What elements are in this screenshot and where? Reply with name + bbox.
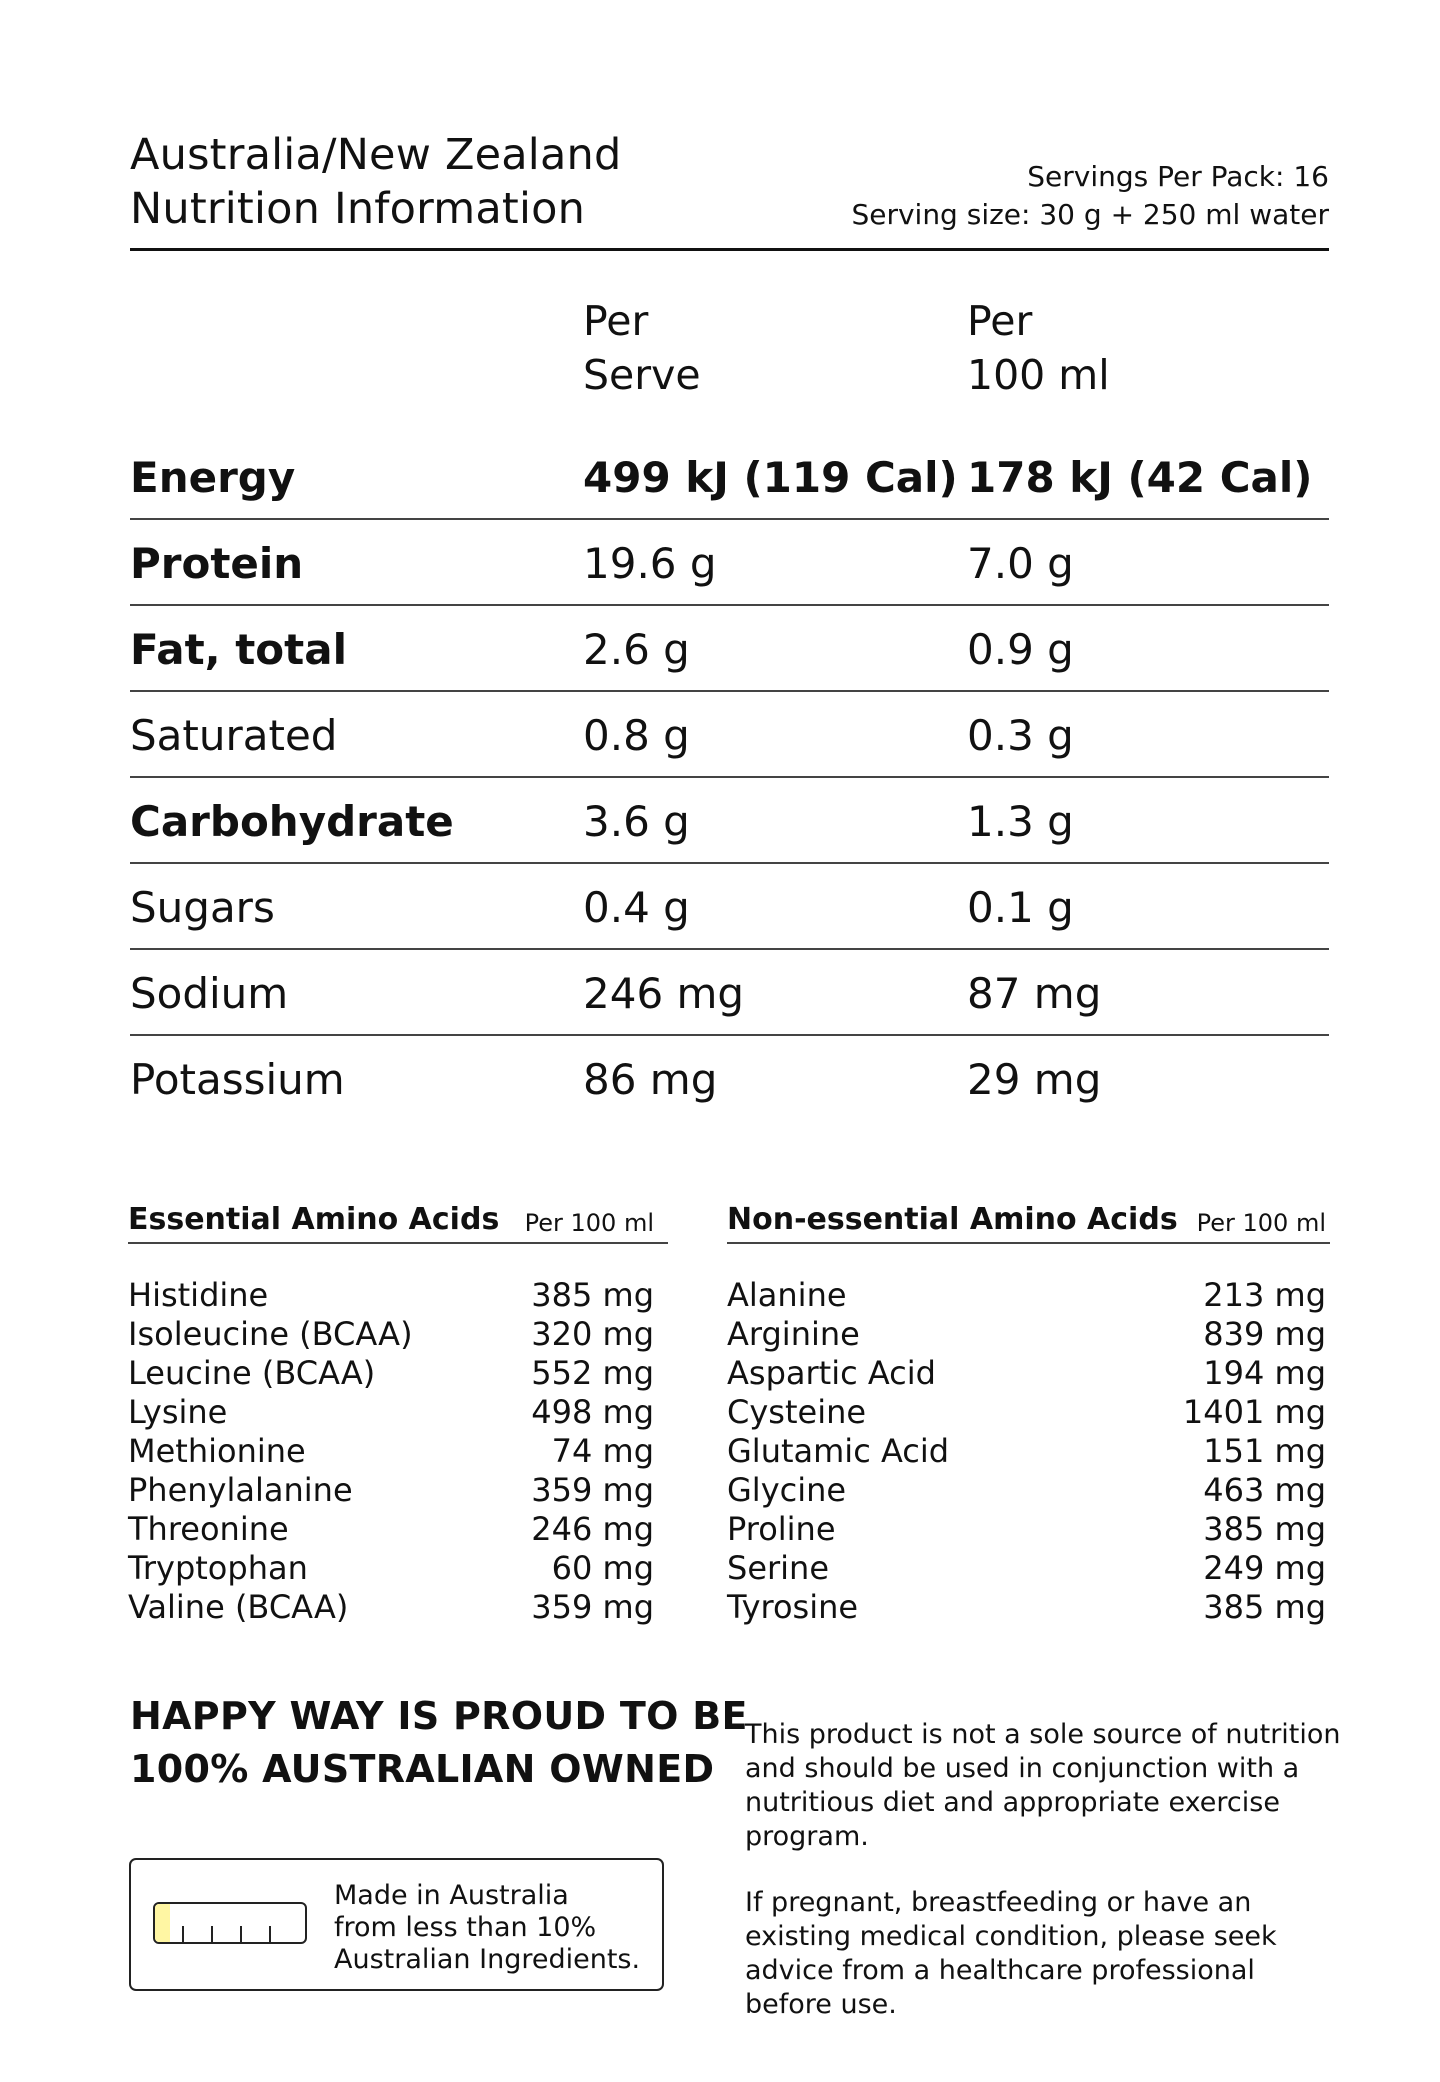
amino-value: 1401 mg	[1182, 1393, 1326, 1431]
amino-value: 385 mg	[531, 1276, 654, 1314]
amino-name: Threonine	[128, 1510, 289, 1548]
amino-name: Tryptophan	[128, 1549, 308, 1587]
amino-name: Valine (BCAA)	[128, 1588, 349, 1626]
australian-owned-line2: 100% AUSTRALIAN OWNED	[130, 1747, 715, 1791]
per-100ml-value: 29 mg	[967, 1055, 1102, 1104]
list-item	[727, 1393, 1326, 1432]
country-of-origin-label	[129, 1858, 664, 1991]
amino-name: Aspartic Acid	[727, 1354, 936, 1392]
essential-amino-list	[128, 1276, 654, 1627]
gauge-tick	[240, 1926, 242, 1942]
list-item	[128, 1276, 654, 1315]
nonessential-amino-acids-table	[727, 1200, 1330, 1626]
essential-amino-header	[128, 1200, 668, 1244]
row-divider	[130, 690, 1329, 692]
per-serve-value: 246 mg	[583, 969, 745, 1018]
nutrition-row-sodium	[130, 952, 1329, 1036]
nonessential-amino-unit: Per 100 ml	[1196, 1209, 1326, 1237]
nutrient-name: Energy	[130, 453, 296, 502]
amino-value: 74 mg	[551, 1432, 654, 1470]
amino-value: 249 mg	[1203, 1549, 1326, 1587]
page-title	[130, 128, 621, 236]
nutrition-row-potassium	[130, 1038, 1329, 1122]
amino-value: 151 mg	[1203, 1432, 1326, 1470]
list-item	[727, 1510, 1326, 1549]
amino-name: Glycine	[727, 1471, 847, 1509]
nutrition-row-energy	[130, 436, 1329, 520]
amino-value: 552 mg	[531, 1354, 654, 1392]
amino-value: 385 mg	[1203, 1588, 1326, 1626]
nutrient-name: Saturated	[130, 711, 338, 760]
column-header-per-serve-line1: Per	[583, 297, 649, 345]
amino-value: 60 mg	[551, 1549, 654, 1587]
amino-value: 320 mg	[531, 1315, 654, 1353]
australian-owned-statement	[130, 1690, 748, 1796]
amino-value: 246 mg	[531, 1510, 654, 1548]
australian-ingredients-gauge-icon	[153, 1902, 307, 1944]
column-header-per-100ml-line1: Per	[967, 297, 1033, 345]
list-item	[128, 1315, 654, 1354]
serving-size: Serving size: 30 g + 250 ml water	[851, 198, 1329, 231]
list-item	[727, 1276, 1326, 1315]
gauge-fill	[155, 1904, 170, 1942]
amino-value: 463 mg	[1203, 1471, 1326, 1509]
made-in-line1: Made in Australia	[334, 1880, 569, 1911]
header-divider	[130, 248, 1329, 251]
row-divider	[130, 518, 1329, 520]
per-100ml-value: 1.3 g	[967, 797, 1074, 846]
amino-name: Alanine	[727, 1276, 847, 1314]
amino-name: Histidine	[128, 1276, 269, 1314]
amino-value: 359 mg	[531, 1588, 654, 1626]
list-item	[727, 1432, 1326, 1471]
nutrient-name: Fat, total	[130, 625, 347, 674]
amino-name: Arginine	[727, 1315, 860, 1353]
essential-amino-title: Essential Amino Acids	[128, 1202, 500, 1237]
amino-value: 385 mg	[1203, 1510, 1326, 1548]
list-item	[128, 1354, 654, 1393]
per-100ml-value: 87 mg	[967, 969, 1102, 1018]
column-header-per-100ml	[967, 294, 1110, 402]
amino-value: 194 mg	[1203, 1354, 1326, 1392]
per-serve-value: 0.4 g	[583, 883, 690, 932]
column-header-per-100ml-line2: 100 ml	[967, 351, 1110, 399]
list-item	[727, 1315, 1326, 1354]
disclaimer-paragraph-2: If pregnant, breastfeeding or have an existing medical condition, please seek advice from a healthcare professional before use.	[745, 1887, 1277, 2020]
nonessential-amino-header	[727, 1200, 1330, 1244]
list-item	[727, 1588, 1326, 1627]
list-item	[727, 1354, 1326, 1393]
nutrient-name: Sugars	[130, 883, 275, 932]
amino-name: Cysteine	[727, 1393, 867, 1431]
nutrition-row-sugars	[130, 866, 1329, 950]
essential-amino-acids-table	[128, 1200, 668, 1626]
amino-value: 213 mg	[1203, 1276, 1326, 1314]
title-line-2: Nutrition Information	[130, 184, 586, 234]
row-divider	[130, 776, 1329, 778]
amino-name: Serine	[727, 1549, 830, 1587]
amino-value: 359 mg	[531, 1471, 654, 1509]
list-item	[128, 1510, 654, 1549]
nonessential-amino-title: Non-essential Amino Acids	[727, 1202, 1178, 1237]
disclaimer-text	[745, 1718, 1345, 2054]
nutrient-name: Sodium	[130, 969, 289, 1018]
amino-value: 839 mg	[1203, 1315, 1326, 1353]
essential-amino-unit: Per 100 ml	[524, 1209, 654, 1237]
gauge-tick	[182, 1926, 184, 1942]
gauge-tick	[211, 1926, 213, 1942]
made-in-line2: from less than 10%	[334, 1912, 597, 1943]
nutrient-name: Potassium	[130, 1055, 345, 1104]
disclaimer-paragraph-1: This product is not a sole source of nutrition and should be used in conjunction with a nutritious diet and appropriate exercise program.	[745, 1719, 1341, 1852]
per-serve-value: 86 mg	[583, 1055, 718, 1104]
per-serve-value: 2.6 g	[583, 625, 690, 674]
servings-info	[851, 158, 1329, 234]
column-header-per-serve-line2: Serve	[583, 351, 701, 399]
list-item	[727, 1471, 1326, 1510]
list-item	[128, 1393, 654, 1432]
country-of-origin-text	[334, 1880, 640, 1976]
list-item	[128, 1549, 654, 1588]
made-in-line3: Australian Ingredients.	[334, 1944, 641, 1975]
title-line-1: Australia/New Zealand	[130, 130, 622, 180]
list-item	[128, 1588, 654, 1627]
amino-name: Phenylalanine	[128, 1471, 353, 1509]
nutrient-name: Carbohydrate	[130, 797, 454, 846]
column-header-per-serve	[583, 294, 701, 402]
amino-name: Lysine	[128, 1393, 228, 1431]
nutrient-name: Protein	[130, 539, 304, 588]
list-item	[128, 1471, 654, 1510]
list-item	[727, 1549, 1326, 1588]
servings-per-pack: Servings Per Pack: 16	[1027, 160, 1329, 193]
per-100ml-value: 7.0 g	[967, 539, 1074, 588]
amino-name: Glutamic Acid	[727, 1432, 950, 1470]
nutrition-row-carbohydrate	[130, 780, 1329, 864]
nutrition-row-saturated	[130, 694, 1329, 778]
row-divider	[130, 604, 1329, 606]
amino-name: Isoleucine (BCAA)	[128, 1315, 413, 1353]
per-serve-value: 0.8 g	[583, 711, 690, 760]
list-item	[128, 1432, 654, 1471]
per-100ml-value: 0.9 g	[967, 625, 1074, 674]
gauge-tick	[269, 1926, 271, 1942]
nonessential-amino-list	[727, 1276, 1326, 1627]
amino-value: 498 mg	[531, 1393, 654, 1431]
row-divider	[130, 1034, 1329, 1036]
per-serve-value: 3.6 g	[583, 797, 690, 846]
per-100ml-value: 0.1 g	[967, 883, 1074, 932]
row-divider	[130, 948, 1329, 950]
nutrition-row-fat-total	[130, 608, 1329, 692]
per-serve-value: 499 kJ (119 Cal)	[583, 453, 958, 502]
amino-name: Tyrosine	[727, 1588, 859, 1626]
nutrition-row-protein	[130, 522, 1329, 606]
row-divider	[130, 862, 1329, 864]
amino-name: Methionine	[128, 1432, 306, 1470]
per-serve-value: 19.6 g	[583, 539, 717, 588]
amino-name: Leucine (BCAA)	[128, 1354, 376, 1392]
per-100ml-value: 0.3 g	[967, 711, 1074, 760]
amino-name: Proline	[727, 1510, 836, 1548]
australian-owned-line1: HAPPY WAY IS PROUD TO BE	[130, 1694, 748, 1738]
per-100ml-value: 178 kJ (42 Cal)	[967, 453, 1313, 502]
